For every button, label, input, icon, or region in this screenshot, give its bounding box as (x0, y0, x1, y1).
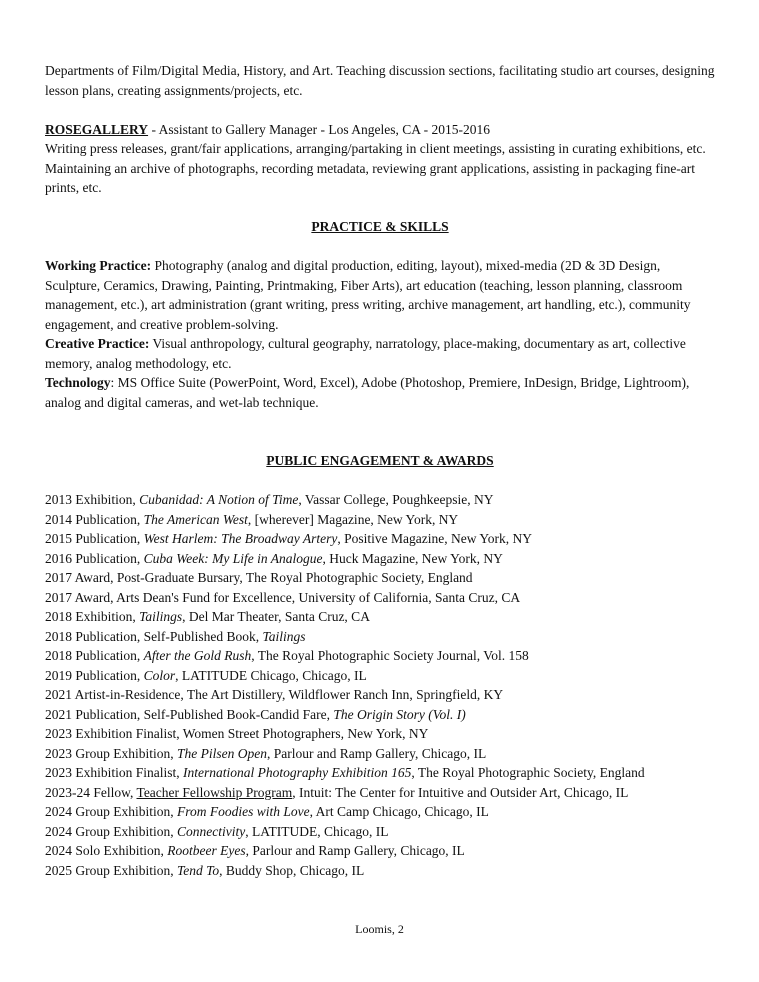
list-item (45, 607, 715, 627)
item-title: Tailings (262, 628, 306, 644)
item-text: , LATITUDE, Chicago, IL (245, 823, 389, 839)
list-item (45, 529, 715, 549)
page-footer: Loomis, 2 (355, 922, 404, 936)
technology-text: : MS Office Suite (PowerPoint, Word, Excel), Adobe (Photoshop, Premiere, InDesign, Bridge, Lightroom), analog and digital cameras, and wet-lab technique. (45, 375, 690, 410)
item-text: , Huck Magazine, New York, NY (322, 550, 503, 566)
item-title: Tend To (177, 862, 220, 878)
list-item (45, 646, 715, 666)
item-text: New York, NY (344, 726, 429, 741)
technology (45, 373, 715, 412)
item-text: 2016 Publication, (45, 550, 144, 566)
item-text: 2013 Exhibition, (45, 492, 140, 507)
list-item (45, 802, 715, 822)
item-text: 2025 Group Exhibition, (45, 862, 177, 878)
item-title: Color (143, 667, 176, 683)
skills-heading: PRACTICE & SKILLS (311, 219, 449, 234)
list-item (45, 627, 715, 647)
creative-practice-label: Creative Practice: (45, 336, 150, 351)
item-text: , Buddy Shop, Chicago, IL (219, 862, 365, 878)
item-text: 2021 Publication, Self-Published Book-Candid Fare, (45, 706, 334, 722)
list-item (45, 841, 715, 861)
item-text: , Del Mar Theater, Santa Cruz, CA (182, 609, 370, 624)
list-item (45, 685, 715, 705)
engagement-heading: PUBLIC ENGAGEMENT & AWARDS (266, 453, 494, 468)
job-description: Writing press releases, grant/fair applications, arranging/partaking in client meetings, assisting in curating exhibitions, etc. Maintaining an archive of photographs, recording metadata, reviewing grant applications, assisting in packaging fine-art prints, etc. (45, 141, 706, 195)
item-text: 2018 Exhibition, (45, 609, 140, 624)
item-title: The Pilsen Open (177, 745, 267, 761)
item-title: Rootbeer Eyes (167, 843, 246, 858)
list-item (45, 861, 715, 881)
item-title: , (340, 726, 345, 741)
item-text: 2024 Group Exhibition, (45, 823, 177, 839)
item-text: , [wherever] Magazine, New York, NY (247, 511, 459, 527)
item-title: International Photography Exhibition 165 (183, 765, 412, 780)
item-text: 2023 Exhibition Finalist, Women Street Photographers (45, 726, 341, 741)
item-title: From Foodies with Love (177, 804, 310, 819)
item-text: , Vassar College, Poughkeepsie, NY (298, 492, 494, 507)
list-item (45, 666, 715, 686)
item-text: , The Royal Photographic Society, England (411, 765, 645, 780)
working-practice (45, 256, 715, 334)
resume-page (45, 61, 715, 880)
teacher-fellowship-link[interactable]: Teacher Fellowship Program (136, 784, 293, 800)
item-title: The American West (143, 511, 248, 527)
item-title: Cuba Week: My Life in Analogue (143, 550, 323, 566)
item-text: 2015 Publication, (45, 531, 144, 546)
item-text: 2018 Publication, Self-Published Book, (45, 628, 263, 644)
item-text: 2019 Publication, (45, 667, 144, 683)
list-item (45, 724, 715, 744)
item-text: 2024 Group Exhibition, (45, 804, 177, 819)
working-practice-text: Photography (analog and digital production, editing, layout), mixed-media (2D & 3D Design, Sculpture, Ceramics, Drawing, Painting, Printmaking, Fiber Arts), art education (teaching, lesson planning, classroom management, etc.), art administration (grant writing, press writing, archive management, art handling, etc.), community engagement, and creative problem-solving. (45, 258, 691, 332)
list-item (45, 783, 715, 803)
item-text: 2023 Group Exhibition, (45, 745, 177, 761)
item-text: 2024 Solo Exhibition, (45, 843, 168, 858)
item-text: , The Royal Photographic Society Journal, Vol. 158 (251, 648, 529, 663)
item-text: , LATITUDE Chicago, Chicago, IL (175, 667, 367, 683)
item-text: 2018 Publication, (45, 648, 144, 663)
job-title-line (45, 120, 715, 140)
list-item (45, 490, 715, 510)
list-item (45, 744, 715, 764)
list-item (45, 588, 715, 608)
working-practice-label: Working Practice: (45, 258, 152, 273)
list-item (45, 705, 715, 725)
item-text: , Art Camp Chicago, Chicago, IL (309, 804, 489, 819)
item-title: The Origin Story (Vol. I) (333, 706, 466, 722)
list-item (45, 510, 715, 530)
item-text: 2017 Award, Post-Graduate Bursary, The Royal Photographic Society, England (45, 570, 473, 585)
creative-practice-text: Visual anthropology, cultural geography, narratology, place-making, documentary as art, collective memory, analog methodology, etc. (45, 336, 686, 371)
list-item (45, 549, 715, 569)
item-text: , Parlour and Ramp Gallery, Chicago, IL (267, 745, 487, 761)
item-text: 2017 Award, Arts Dean's Fund for Excellence, University of California, Santa Cruz, CA (45, 589, 521, 605)
creative-practice (45, 334, 715, 373)
item-title: Connectivity (177, 823, 246, 839)
item-title: Tailings (139, 609, 183, 624)
job-role: - Assistant to Gallery Manager - Los Angeles, CA - 2015-2016 (148, 121, 491, 137)
item-text: 2021 Artist-in-Residence, The Art Distillery, Wildflower Ranch Inn, Springfield, KY (45, 687, 504, 702)
item-text: , Intuit: The Center for Intuitive and Outsider Art, Chicago, IL (292, 784, 629, 800)
item-title: Cubanidad: A Notion of Time (139, 492, 299, 507)
item-title: After the Gold Rush (143, 648, 252, 663)
technology-label: Technology (45, 375, 111, 390)
item-text: 2023 Exhibition Finalist, (45, 765, 184, 780)
list-item (45, 822, 715, 842)
list-item (45, 568, 715, 588)
item-text: , Positive Magazine, New York, NY (337, 531, 532, 546)
item-text: 2023-24 Fellow, (45, 784, 137, 800)
list-item (45, 763, 715, 783)
engagement-list (45, 490, 715, 880)
item-title: West Harlem: The Broadway Artery (143, 531, 338, 546)
intro-paragraph: Departments of Film/Digital Media, History, and Art. Teaching discussion sections, facilitating studio art courses, designing lesson plans, creating assignments/projects, etc. (45, 63, 715, 98)
employer-name: ROSEGALLERY (45, 121, 149, 137)
item-text: , Parlour and Ramp Gallery, Chicago, IL (245, 843, 465, 858)
item-text: 2014 Publication, (45, 511, 144, 527)
